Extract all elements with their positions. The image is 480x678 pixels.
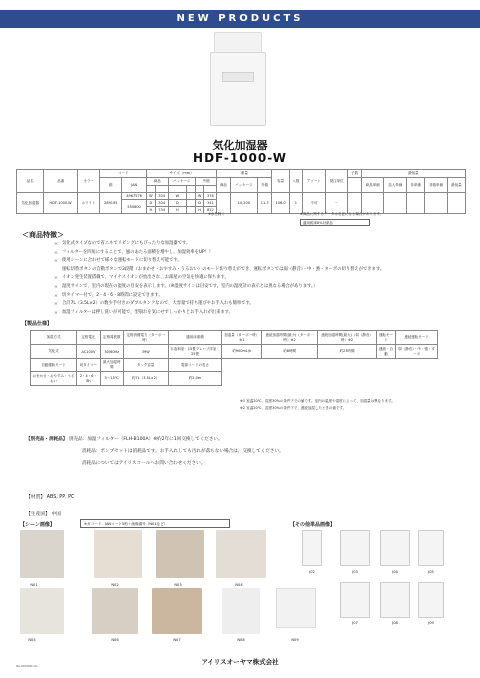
product-image-j09 — [418, 582, 444, 618]
spec-label: 適用床面積 — [168, 331, 222, 345]
scene-image-n09 — [276, 588, 316, 628]
spec-cell: D — [147, 200, 156, 207]
company-name: アイリスオーヤマ株式会社 — [201, 658, 279, 666]
features-title: ＜商品特徴＞ — [22, 231, 64, 239]
spec-cell: 304 — [155, 200, 168, 207]
spec-cell-unit-price — [361, 193, 384, 214]
accessories-line-1 — [26, 434, 284, 446]
caption-j09: J09 — [428, 621, 434, 625]
spec-sub — [147, 186, 156, 193]
humidifier-panel — [222, 72, 254, 82]
spec-label: 連続加湿時間(最大)（弱（静音）時）※2 — [318, 331, 377, 345]
spec-head-box: 箱 — [100, 178, 122, 193]
spec-label: 定格消費電力（ターボ一時） — [123, 331, 168, 345]
scene-image-n01 — [20, 530, 64, 578]
spec-sub — [204, 186, 217, 193]
caption-j02: J02 — [309, 570, 315, 574]
new-products-banner: NEW PRODUCTS — [0, 10, 480, 28]
spec-note-1: ※1 室温20℃、湿度30%の条件下での値です。室内の温度や湿度によって、加湿量は異なります。 — [240, 399, 395, 403]
spec-head-unit-price: 商品単価 — [361, 178, 384, 193]
spec-cell-pack-price — [384, 193, 407, 214]
spec-value: 約7L（3.5L×2） — [123, 372, 168, 386]
spec-head-non-box-price: 非箱単価 — [425, 178, 448, 193]
spec-cell: 822 — [204, 207, 217, 214]
caption-n04: N04 — [235, 583, 243, 587]
spec-head-color: カラー — [77, 170, 100, 193]
caption-j04: J04 — [392, 570, 398, 574]
tax-rate-box: 適用税率8%対象品 — [300, 219, 370, 226]
feature-item: ＊ 加湿フィルターは押し洗いが可能で、型崩れを気にせずしっかりとお手入れが出来ます。 — [54, 309, 454, 318]
scene-image-n05 — [20, 588, 64, 634]
accessories-label: 【別売品・消耗品】 — [26, 437, 68, 442]
spec-head-min: 最低量 — [361, 170, 465, 178]
caption-n02: N02 — [111, 583, 119, 587]
scene-image-n03 — [156, 530, 204, 578]
spec-cell: 734 — [155, 207, 168, 214]
spec-head-size: サイズ（mm） — [147, 170, 217, 178]
caption-n09: N09 — [291, 638, 299, 642]
accessories-section — [26, 434, 284, 470]
product-image-j03 — [340, 530, 370, 566]
spec-head-child-sub — [348, 178, 361, 193]
spec-head-min-qty: 最低量 — [447, 178, 465, 193]
feature-item: ＊ 湿度サインで、室内の現在の湿度の目安を表示します。（※湿度サインは目安です。室内の湿度計の表示とは異なる場合があります。） — [54, 283, 454, 292]
spec-notes — [240, 398, 395, 412]
scene-image-n07 — [152, 588, 202, 634]
caption-j05: J05 — [428, 570, 434, 574]
spec-head-assort: アソート — [303, 170, 326, 193]
caption-n01: N01 — [30, 583, 38, 587]
spec-cell: 304 — [155, 193, 168, 200]
spec-cell: 341 — [204, 200, 217, 207]
spec-label: 最大加湿時間 — [100, 359, 123, 372]
features-list — [54, 240, 454, 317]
spec-cell: H — [195, 207, 204, 214]
caption-j08: J08 — [392, 621, 398, 625]
spec-label: 定格電圧 — [77, 331, 101, 345]
spec-sub — [187, 186, 196, 193]
caption-n03: N03 — [174, 583, 182, 587]
spec-value: 木造和室：15畳プレハブ洋室：25畳 — [168, 345, 222, 359]
spec-value: 連続・自動 — [377, 345, 396, 359]
spec-cell-min-qty — [447, 193, 465, 214]
footer-code: Ite-000000.xls — [16, 664, 38, 668]
caption-n06: N06 — [111, 638, 119, 642]
product-images-title: 【その他単品画像】 — [290, 522, 336, 528]
material: 【材質】 ABS, PP, PC — [26, 495, 75, 500]
accessories-text-2: 消耗品：ポンプセットは消耗品です。お手入れしても汚れが落ちない場合は、交換してください。 — [82, 449, 284, 454]
spec-cell-qty: 1 — [289, 193, 302, 214]
spec-cell — [187, 193, 196, 200]
spec-cell-name: 気化加湿器 — [17, 193, 44, 214]
spec-cell-order: － — [325, 193, 348, 214]
feature-item: ＊ 合計7L（3.5L×2）の数少手付きのダブルタンクなので、大容量で持ち運びやお手入れも簡単です。 — [54, 300, 454, 309]
spec-label: 連続運転モード — [396, 331, 438, 345]
spec-value: 39W — [123, 345, 168, 359]
spec-label: 加湿量（ターボ一時）※1 — [222, 331, 262, 345]
spec-value: AC100V — [77, 345, 101, 359]
spec-head-weight: 重量 — [217, 170, 272, 178]
spec-value: 弱（静音）・中・強・ターボ — [396, 345, 438, 359]
caption-j03: J03 — [352, 570, 358, 574]
spec-cell-non-price — [407, 193, 425, 214]
caption-n07: N07 — [173, 638, 181, 642]
spec-cell — [187, 200, 196, 207]
spec-title: 【製品仕様】 — [22, 321, 53, 327]
product-image-j04 — [380, 530, 410, 566]
spec-head-name: 品名 — [17, 170, 44, 193]
caption-n08: N08 — [237, 638, 245, 642]
spec-head-weight-product: 商品 — [217, 178, 230, 193]
spec-cell-jan1: 4967576 — [122, 193, 147, 200]
product-hero-image — [200, 32, 276, 130]
spec-head-child: 子数 — [348, 170, 361, 178]
scene-image-n06 — [92, 588, 138, 634]
spec-cell: H — [168, 207, 187, 214]
spec-label: 加湿方式 — [31, 331, 77, 345]
spec-head-weight-outer: 外箱 — [257, 178, 271, 193]
scene-image-n04 — [216, 530, 266, 578]
product-image-j08 — [380, 582, 410, 618]
spec-value: 約2.0m — [168, 372, 222, 386]
spec-value: 50/60Hz — [100, 345, 123, 359]
spec-cell: W — [168, 193, 187, 200]
spec-cell: W — [147, 193, 156, 200]
spec-cell: W — [195, 193, 204, 200]
note-data-change: ※商品に関するデータは変更になる場合があります。 — [300, 212, 384, 216]
feature-item: ＊ 気化式タイプなので省エネでリビングにもぴったりな加湿器です。 — [54, 240, 454, 249]
spec-cell-weight-outer: 11.3 — [257, 193, 271, 214]
caption-j07: J07 — [352, 621, 358, 625]
feature-item: 運転切替ボタンの自動ボタンで3段階（おまかせ・おやすみ・うるおい）のモード切り替えができ、運転ボタンでは弱（静音）・中・強・ターボの切り替えができます。 — [62, 266, 385, 272]
scene-title: 【シーン画像】 — [20, 522, 55, 528]
product-model: HDF-1000-W — [193, 151, 287, 165]
spec-cell: H — [147, 207, 156, 214]
spec-value: 5～15℃ — [100, 372, 123, 386]
origin-country: 【生産国】 中国 — [26, 512, 62, 517]
humidifier-top — [214, 32, 262, 54]
caption-n05: N05 — [28, 638, 36, 642]
spec-head-weight-package: パッケージ — [230, 178, 257, 193]
spec-head-pack-price: 詰入単価 — [384, 178, 407, 193]
feature-item: ＊ フィルターを四角にすることで、風のあたる面積を増やし、加湿効率をUP！！ — [54, 249, 454, 258]
scene-image-n08 — [222, 588, 260, 634]
humidifier-body — [210, 52, 266, 126]
spec-cell — [187, 207, 196, 214]
spec-sub — [155, 186, 168, 193]
spec-sub — [195, 186, 204, 193]
spec-label: 電源コードの長さ — [168, 359, 222, 372]
feature-item: ＊ 使用シーンに合わせて様々な運転モードに切り替え可能です。 — [54, 257, 454, 266]
feature-item: ＊ イオン発生装置搭載で、マイナスイオンが放出され、お部屋の空気を快適に保ちます。 — [54, 274, 454, 283]
spec-head-size-product: 商品 — [147, 178, 169, 186]
spec-bottom-table — [30, 330, 438, 386]
spec-value: おまかせ・おやすみ・うるおい — [31, 372, 77, 386]
accessories-text-1: 別売品：加湿フィルター（FLH-B100A）※約2年に1回交換してください。 — [68, 437, 223, 442]
spec-value: 約900mL/h — [222, 345, 262, 359]
spec-top-table — [16, 169, 466, 214]
product-image-j02 — [302, 530, 322, 566]
spec-cell-weight-package: 10,200 — [230, 193, 257, 214]
spec-cell-child — [348, 193, 361, 214]
spec-label: 切タイマー — [77, 359, 101, 372]
spec-label: タンク容量 — [123, 359, 168, 372]
spec-head-order: 発注単位 — [325, 170, 348, 193]
product-name: 気化加湿器 — [212, 139, 268, 152]
product-image-j05 — [418, 530, 444, 566]
spec-label: 自動運転モード — [31, 359, 77, 372]
spec-sub — [168, 186, 187, 193]
spec-head-size-outer: 外箱 — [195, 178, 217, 186]
spec-head-non-price: 非単価 — [407, 178, 425, 193]
spec-head-code: コード — [100, 170, 147, 178]
image-code-box: ※ガコード：JANコード5桁＋画像番号（N01など） — [80, 519, 230, 528]
spec-cell-weight-product — [217, 193, 230, 214]
spec-label: 連続加湿時間(最小)（ターボ一時）※2 — [262, 331, 318, 345]
spec-value: 約23時間 — [318, 345, 377, 359]
spec-cell: D — [195, 200, 204, 207]
scene-image-n02 — [94, 530, 142, 578]
spec-head-jan: JAN — [122, 178, 147, 193]
accessories-text-3: 消耗品についてはアイリスコールへお問い合わせください。 — [82, 461, 206, 466]
spec-head-capacity: 容量 — [272, 170, 289, 193]
spec-cell-color: ホワイト — [77, 193, 100, 214]
spec-cell: 376 — [204, 193, 217, 200]
spec-cell-jan2: 550600 — [122, 200, 147, 214]
spec-cell-assort: 不可 — [303, 193, 326, 214]
spec-note-2: ※2 室温20℃、湿度30%の条件下で、連続加湿したときの値です。 — [240, 406, 347, 410]
spec-head-size-package: パッケージ — [168, 178, 195, 186]
feature-item: ＊ 切タイマー付で、2・4・6・8時間に設定できます。 — [54, 292, 454, 301]
spec-label: 運転モード — [377, 331, 396, 345]
product-image-j07 — [340, 582, 370, 618]
spec-cell: D — [168, 200, 187, 207]
spec-cell-box: 289195 — [100, 193, 122, 214]
spec-cell-non-box-price — [425, 193, 448, 214]
spec-value: 約8時間 — [262, 345, 318, 359]
spec-cell-model: HDF-1000-W — [44, 193, 77, 214]
note-water-excluded: ※水を除く — [208, 212, 225, 216]
spec-head-qty: 入数 — [289, 170, 302, 193]
spec-value: 2・4・6・8h — [77, 372, 101, 386]
spec-label: 定格周波数 — [100, 331, 123, 345]
spec-cell-capacity: 106.0 — [272, 193, 289, 214]
spec-value: 気化式 — [31, 345, 77, 359]
spec-head-model: 品番 — [44, 170, 77, 193]
